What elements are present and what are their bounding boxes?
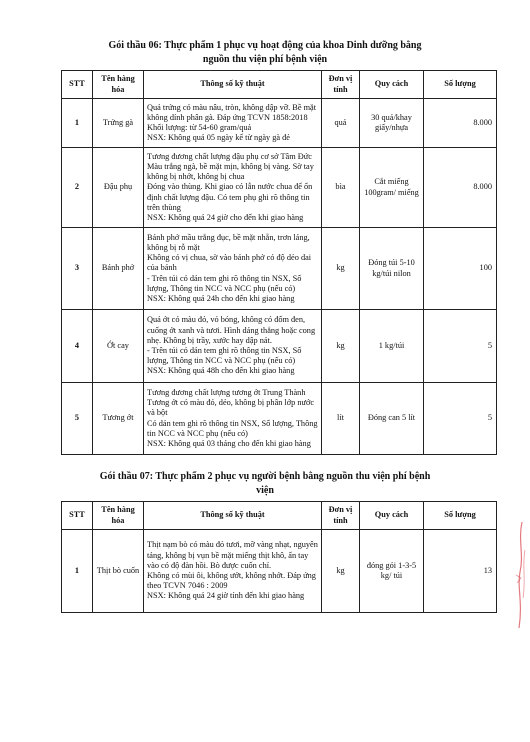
section-1-title-line-2: nguồn thu viện phí bệnh viện <box>202 54 328 65</box>
row-qty: 5 <box>424 310 497 383</box>
row-unit: lít <box>322 383 360 455</box>
header-pack: Quy cách <box>360 502 424 530</box>
row-unit: quả <box>322 99 360 148</box>
header-name: Tên hàng hóa <box>93 502 144 530</box>
row-unit: kg <box>322 228 360 310</box>
row-name: Ớt cay <box>93 310 144 383</box>
row-pack: Đóng can 5 lít <box>360 383 424 455</box>
row-spec: Tương đương chất lượng tương ớt Trung Thành Tương ớt có màu đỏ, dẻo, không bị phân lớp nước và bột Có dán tem ghi rõ thông tin NSX, Số lượng, Thông tin NCC và NCC phụ (nếu có) NSX: Không quá 03 tháng cho đến khi giao hàng <box>144 383 322 455</box>
table-row <box>62 148 497 228</box>
header-name: Tên hàng hóa <box>93 71 144 99</box>
row-stt: 3 <box>62 228 93 310</box>
row-pack: Đóng túi 5-10 kg/túi nilon <box>360 228 424 310</box>
row-qty: 100 <box>424 228 497 310</box>
row-qty: 13 <box>424 530 497 613</box>
section-2-title <box>60 470 470 498</box>
row-unit: kg <box>322 530 360 613</box>
row-spec: Bánh phở mầu trắng đục, bề mặt nhẵn, trơn láng, không bị rỗ mặt Không có vị chua, sờ vào bánh phở có độ dẻo dai của bánh - Trên túi có dán tem ghi rõ thông tin NSX, Số lượng, Thông tin NCC và NCC phụ (nếu có) NSX: Không quá 24h cho đến khi giao hàng <box>144 228 322 310</box>
goods-table-2 <box>61 501 497 613</box>
row-pack: 30 quả/khay giấy/nhựa <box>360 99 424 148</box>
row-stt: 5 <box>62 383 93 455</box>
header-qty: Số lượng <box>424 71 497 99</box>
row-spec: Thịt nạm bò có màu đỏ tươi, mỡ vàng nhạt, nguyên tảng, không bị vụn bề mặt miếng thịt khô, ấn tay vào có độ đàn hồi. Bò được cuốn chỉ. Không có mùi ôi, không ướt, không nhớt. Đáp ứng theo TCVN 7046 : 2009 NSX: Không quá 24 giờ tính đến khi giao hàng <box>144 530 322 613</box>
row-pack: 1 kg/túi <box>360 310 424 383</box>
row-spec: Quả ớt có màu đỏ, vỏ bóng, không có đốm đen, cuống ớt xanh và tươi. Hình dáng thẳng hoặc cong nhẹ. Không bị trầy, xước hay dập nát. - Trên túi có dán tem ghi rõ thông tin NSX, Số lượng, Thông tin NCC và NCC phụ (nếu có) NSX: Không quá 48h cho đến khi giao hàng <box>144 310 322 383</box>
table-row <box>62 228 497 310</box>
section-1-title <box>60 39 470 67</box>
row-name: Đậu phụ <box>93 148 144 228</box>
section-2-title-line-2: viện <box>256 485 274 496</box>
row-stt: 4 <box>62 310 93 383</box>
section-2-title-line-1: Gói thầu 07: Thực phẩm 2 phục vụ người bệnh bằng nguồn thu viện phí bệnh <box>99 471 431 482</box>
row-qty: 8.000 <box>424 148 497 228</box>
header-pack: Quy cách <box>360 71 424 99</box>
row-spec: Quả trứng có màu nâu, tròn, không dập vỡ. Bề mặt không dính phân gà. Đáp ứng TCVN 1858:2018 Khối lượng: từ 54-60 gram/quả NSX: Không quá 05 ngày kể từ ngày gà đẻ <box>144 99 322 148</box>
row-name: Thịt bò cuốn <box>93 530 144 613</box>
row-stt: 1 <box>62 530 93 613</box>
row-unit: bìa <box>322 148 360 228</box>
header-stt: STT <box>62 502 93 530</box>
header-qty: Số lượng <box>424 502 497 530</box>
row-spec: Tương đương chất lượng đậu phụ cơ sở Tâm Đức Màu trắng ngà, bề mặt mịn, không bị vàng. Sờ tay không bị nhớt, không bị chua Đóng vào thùng. Khi giao có lẫn nước chua để ổn định chất lượng đậu. Có tem phụ ghi rõ thông tin trên thùng NSX: Không quá 24 giờ cho đến khi giao hàng <box>144 148 322 228</box>
row-stt: 1 <box>62 99 93 148</box>
red-stamp-fragment <box>512 520 528 630</box>
table-row <box>62 99 497 148</box>
table-row <box>62 383 497 455</box>
row-pack: đóng gói 1-3-5 kg/ túi <box>360 530 424 613</box>
row-qty: 5 <box>424 383 497 455</box>
row-name: Trứng gà <box>93 99 144 148</box>
table-row <box>62 530 497 613</box>
header-spec: Thông số kỹ thuật <box>144 502 322 530</box>
header-unit: Đơn vị tính <box>322 502 360 530</box>
row-stt: 2 <box>62 148 93 228</box>
table-row <box>62 310 497 383</box>
header-spec: Thông số kỹ thuật <box>144 71 322 99</box>
row-name: Bánh phở <box>93 228 144 310</box>
row-name: Tương ớt <box>93 383 144 455</box>
section-1-title-line-1: Gói thầu 06: Thực phẩm 1 phục vụ hoạt động của khoa Dinh dưỡng bằng <box>108 40 422 51</box>
header-unit: Đơn vị tính <box>322 71 360 99</box>
header-stt: STT <box>62 71 93 99</box>
row-pack: Cắt miếng 100gram/ miếng <box>360 148 424 228</box>
row-qty: 8.000 <box>424 99 497 148</box>
row-unit: kg <box>322 310 360 383</box>
goods-table-1 <box>61 70 497 455</box>
